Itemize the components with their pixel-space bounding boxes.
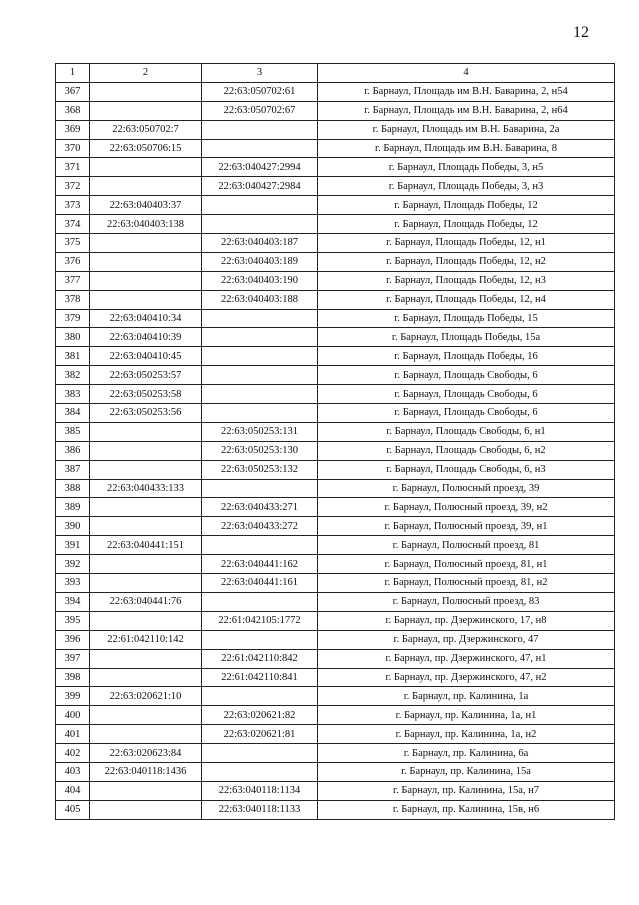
address-cell: г. Барнаул, Площадь Победы, 12, н4 <box>318 290 615 309</box>
land-parcel-cell <box>90 82 202 101</box>
table-row <box>56 347 615 366</box>
address-cell: г. Барнаул, Площадь Победы, 12, н3 <box>318 271 615 290</box>
land-parcel-cell: 22:63:040433:133 <box>90 479 202 498</box>
table-row <box>56 574 615 593</box>
table-row <box>56 215 615 234</box>
table-row <box>56 120 615 139</box>
table-row <box>56 725 615 744</box>
address-cell: г. Барнаул, Площадь Свободы, 6 <box>318 366 615 385</box>
table-row <box>56 271 615 290</box>
row-number-cell: 381 <box>56 347 90 366</box>
table-row <box>56 781 615 800</box>
table-row <box>56 101 615 120</box>
address-cell: г. Барнаул, Площадь Свободы, 6 <box>318 385 615 404</box>
table-row <box>56 744 615 763</box>
row-number-cell: 371 <box>56 158 90 177</box>
premises-cell: 22:63:050253:131 <box>202 422 318 441</box>
table-row <box>56 290 615 309</box>
land-parcel-cell: 22:63:040403:138 <box>90 215 202 234</box>
land-parcel-cell <box>90 422 202 441</box>
column-header: 2 <box>90 64 202 83</box>
premises-cell <box>202 744 318 763</box>
table-row <box>56 309 615 328</box>
row-number-cell: 387 <box>56 460 90 479</box>
premises-cell: 22:63:040427:2984 <box>202 177 318 196</box>
premises-cell: 22:63:040118:1134 <box>202 781 318 800</box>
premises-cell <box>202 479 318 498</box>
land-parcel-cell <box>90 271 202 290</box>
land-parcel-cell <box>90 460 202 479</box>
table-row <box>56 366 615 385</box>
land-parcel-cell <box>90 498 202 517</box>
address-cell: г. Барнаул, пр. Дзержинского, 47 <box>318 630 615 649</box>
address-cell: г. Барнаул, пр. Калинина, 1а, н1 <box>318 706 615 725</box>
table-row <box>56 706 615 725</box>
table-row <box>56 177 615 196</box>
address-cell: г. Барнаул, Площадь им В.Н. Баварина, 2а <box>318 120 615 139</box>
land-parcel-cell <box>90 101 202 120</box>
premises-cell: 22:63:050253:132 <box>202 460 318 479</box>
column-header: 4 <box>318 64 615 83</box>
premises-cell: 22:63:050702:67 <box>202 101 318 120</box>
premises-cell <box>202 347 318 366</box>
table-row <box>56 82 615 101</box>
address-cell: г. Барнаул, Полюсный проезд, 39 <box>318 479 615 498</box>
land-parcel-cell <box>90 781 202 800</box>
premises-cell: 22:63:040403:187 <box>202 234 318 253</box>
address-cell: г. Барнаул, Площадь Свободы, 6, н2 <box>318 441 615 460</box>
premises-cell: 22:63:040403:190 <box>202 271 318 290</box>
premises-cell <box>202 139 318 158</box>
address-cell: г. Барнаул, Полюсный проезд, 39, н1 <box>318 517 615 536</box>
address-cell: г. Барнаул, Площадь им В.Н. Баварина, 2, н64 <box>318 101 615 120</box>
land-parcel-cell: 22:63:050706:15 <box>90 139 202 158</box>
table-row <box>56 404 615 423</box>
land-parcel-cell: 22:63:050702:7 <box>90 120 202 139</box>
row-number-cell: 369 <box>56 120 90 139</box>
table-row <box>56 762 615 781</box>
land-parcel-cell <box>90 158 202 177</box>
table-row <box>56 668 615 687</box>
row-number-cell: 367 <box>56 82 90 101</box>
row-number-cell: 373 <box>56 196 90 215</box>
premises-cell <box>202 630 318 649</box>
row-number-cell: 398 <box>56 668 90 687</box>
premises-cell <box>202 328 318 347</box>
land-parcel-cell <box>90 668 202 687</box>
premises-cell <box>202 687 318 706</box>
row-number-cell: 393 <box>56 574 90 593</box>
land-parcel-cell <box>90 177 202 196</box>
land-parcel-cell: 22:63:050253:56 <box>90 404 202 423</box>
column-header: 3 <box>202 64 318 83</box>
row-number-cell: 405 <box>56 800 90 819</box>
row-number-cell: 368 <box>56 101 90 120</box>
address-cell: г. Барнаул, пр. Калинина, 15в, н6 <box>318 800 615 819</box>
land-parcel-cell <box>90 517 202 536</box>
premises-cell: 22:63:040433:272 <box>202 517 318 536</box>
row-number-cell: 396 <box>56 630 90 649</box>
address-cell: г. Барнаул, пр. Дзержинского, 47, н1 <box>318 649 615 668</box>
row-number-cell: 370 <box>56 139 90 158</box>
address-cell: г. Барнаул, пр. Калинина, 15а, н7 <box>318 781 615 800</box>
premises-cell: 22:63:040118:1133 <box>202 800 318 819</box>
premises-cell: 22:63:040403:188 <box>202 290 318 309</box>
address-cell: г. Барнаул, Полюсный проезд, 81, н1 <box>318 555 615 574</box>
row-number-cell: 395 <box>56 611 90 630</box>
address-cell: г. Барнаул, Площадь Победы, 15а <box>318 328 615 347</box>
land-parcel-cell <box>90 555 202 574</box>
land-parcel-cell: 22:63:040410:39 <box>90 328 202 347</box>
land-parcel-cell <box>90 252 202 271</box>
row-number-cell: 394 <box>56 592 90 611</box>
table-row <box>56 800 615 819</box>
address-cell: г. Барнаул, Полюсный проезд, 81 <box>318 536 615 555</box>
land-parcel-cell: 22:63:050253:58 <box>90 385 202 404</box>
address-cell: г. Барнаул, Полюсный проезд, 81, н2 <box>318 574 615 593</box>
premises-cell <box>202 196 318 215</box>
address-cell: г. Барнаул, Полюсный проезд, 83 <box>318 592 615 611</box>
land-parcel-cell: 22:63:040403:37 <box>90 196 202 215</box>
table-header-row <box>56 64 615 83</box>
row-number-cell: 389 <box>56 498 90 517</box>
row-number-cell: 383 <box>56 385 90 404</box>
table-row <box>56 479 615 498</box>
row-number-cell: 377 <box>56 271 90 290</box>
address-cell: г. Барнаул, Площадь Победы, 12 <box>318 196 615 215</box>
address-cell: г. Барнаул, Площадь Победы, 12 <box>318 215 615 234</box>
land-parcel-cell <box>90 234 202 253</box>
table-row <box>56 234 615 253</box>
premises-cell <box>202 309 318 328</box>
row-number-cell: 374 <box>56 215 90 234</box>
land-parcel-cell: 22:63:040118:1436 <box>90 762 202 781</box>
address-cell: г. Барнаул, пр. Дзержинского, 47, н2 <box>318 668 615 687</box>
premises-cell <box>202 366 318 385</box>
premises-cell <box>202 536 318 555</box>
premises-cell: 22:63:040403:189 <box>202 252 318 271</box>
table-row <box>56 630 615 649</box>
table-row <box>56 385 615 404</box>
row-number-cell: 403 <box>56 762 90 781</box>
address-cell: г. Барнаул, пр. Калинина, 1а, н2 <box>318 725 615 744</box>
row-number-cell: 388 <box>56 479 90 498</box>
row-number-cell: 384 <box>56 404 90 423</box>
address-cell: г. Барнаул, Площадь Победы, 15 <box>318 309 615 328</box>
land-parcel-cell: 22:63:040441:76 <box>90 592 202 611</box>
table-row <box>56 139 615 158</box>
table-row <box>56 422 615 441</box>
premises-cell <box>202 404 318 423</box>
table-body <box>56 64 615 820</box>
address-cell: г. Барнаул, Площадь им В.Н. Баварина, 2, н54 <box>318 82 615 101</box>
address-cell: г. Барнаул, Полюсный проезд, 39, н2 <box>318 498 615 517</box>
address-cell: г. Барнаул, Площадь Победы, 16 <box>318 347 615 366</box>
land-parcel-cell <box>90 290 202 309</box>
land-parcel-cell <box>90 574 202 593</box>
row-number-cell: 402 <box>56 744 90 763</box>
table-row <box>56 158 615 177</box>
land-parcel-cell: 22:63:040410:45 <box>90 347 202 366</box>
land-parcel-cell: 22:63:050253:57 <box>90 366 202 385</box>
premises-cell: 22:61:042110:841 <box>202 668 318 687</box>
page-number: 12 <box>573 24 589 41</box>
premises-cell: 22:63:020621:81 <box>202 725 318 744</box>
premises-cell <box>202 385 318 404</box>
row-number-cell: 399 <box>56 687 90 706</box>
row-number-cell: 385 <box>56 422 90 441</box>
table-row <box>56 460 615 479</box>
row-number-cell: 375 <box>56 234 90 253</box>
table-row <box>56 611 615 630</box>
land-parcel-cell: 22:63:020623:84 <box>90 744 202 763</box>
row-number-cell: 386 <box>56 441 90 460</box>
address-cell: г. Барнаул, Площадь Победы, 12, н1 <box>318 234 615 253</box>
land-parcel-cell: 22:63:040441:151 <box>90 536 202 555</box>
premises-cell <box>202 762 318 781</box>
table-row <box>56 498 615 517</box>
row-number-cell: 380 <box>56 328 90 347</box>
table-row <box>56 328 615 347</box>
row-number-cell: 378 <box>56 290 90 309</box>
row-number-cell: 390 <box>56 517 90 536</box>
row-number-cell: 372 <box>56 177 90 196</box>
address-cell: г. Барнаул, Площадь им В.Н. Баварина, 8 <box>318 139 615 158</box>
row-number-cell: 401 <box>56 725 90 744</box>
address-cell: г. Барнаул, пр. Дзержинского, 17, н8 <box>318 611 615 630</box>
premises-cell: 22:63:040441:161 <box>202 574 318 593</box>
row-number-cell: 400 <box>56 706 90 725</box>
table-row <box>56 536 615 555</box>
address-cell: г. Барнаул, пр. Калинина, 15а <box>318 762 615 781</box>
land-parcel-cell <box>90 706 202 725</box>
address-cell: г. Барнаул, пр. Калинина, 6а <box>318 744 615 763</box>
table-row <box>56 196 615 215</box>
address-cell: г. Барнаул, Площадь Свободы, 6, н1 <box>318 422 615 441</box>
address-cell: г. Барнаул, Площадь Свободы, 6 <box>318 404 615 423</box>
table-row <box>56 441 615 460</box>
column-header: 1 <box>56 64 90 83</box>
land-parcel-cell: 22:63:040410:34 <box>90 309 202 328</box>
premises-cell: 22:61:042110:842 <box>202 649 318 668</box>
land-parcel-cell <box>90 649 202 668</box>
address-cell: г. Барнаул, Площадь Победы, 12, н2 <box>318 252 615 271</box>
table-row <box>56 592 615 611</box>
premises-cell: 22:61:042105:1772 <box>202 611 318 630</box>
address-cell: г. Барнаул, пр. Калинина, 1а <box>318 687 615 706</box>
land-parcel-cell <box>90 800 202 819</box>
premises-cell: 22:63:040427:2994 <box>202 158 318 177</box>
row-number-cell: 376 <box>56 252 90 271</box>
row-number-cell: 382 <box>56 366 90 385</box>
address-cell: г. Барнаул, Площадь Победы, 3, н5 <box>318 158 615 177</box>
premises-cell <box>202 592 318 611</box>
row-number-cell: 391 <box>56 536 90 555</box>
land-parcel-cell: 22:63:020621:10 <box>90 687 202 706</box>
row-number-cell: 404 <box>56 781 90 800</box>
table-row <box>56 649 615 668</box>
row-number-cell: 397 <box>56 649 90 668</box>
table-row <box>56 517 615 536</box>
premises-cell: 22:63:050702:61 <box>202 82 318 101</box>
premises-cell <box>202 120 318 139</box>
land-parcel-cell: 22:61:042110:142 <box>90 630 202 649</box>
premises-cell: 22:63:020621:82 <box>202 706 318 725</box>
premises-cell: 22:63:050253:130 <box>202 441 318 460</box>
premises-cell <box>202 215 318 234</box>
row-number-cell: 392 <box>56 555 90 574</box>
address-cell: г. Барнаул, Площадь Победы, 3, н3 <box>318 177 615 196</box>
premises-cell: 22:63:040433:271 <box>202 498 318 517</box>
table-row <box>56 252 615 271</box>
table-row <box>56 555 615 574</box>
land-parcel-cell <box>90 441 202 460</box>
property-table <box>55 63 615 820</box>
address-cell: г. Барнаул, Площадь Свободы, 6, н3 <box>318 460 615 479</box>
row-number-cell: 379 <box>56 309 90 328</box>
table-row <box>56 687 615 706</box>
land-parcel-cell <box>90 725 202 744</box>
land-parcel-cell <box>90 611 202 630</box>
premises-cell: 22:63:040441:162 <box>202 555 318 574</box>
